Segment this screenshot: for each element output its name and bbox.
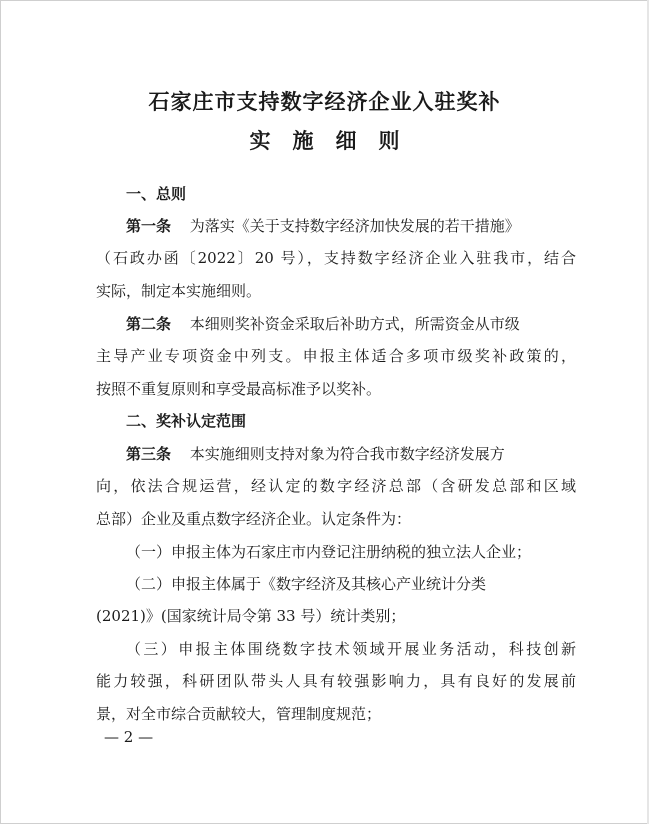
- article-2-label: 第二条: [126, 315, 172, 333]
- article-1-label: 第一条: [126, 217, 172, 235]
- article-1-line-3: 实际，制定本实施细则。: [96, 282, 262, 300]
- article-3-line-3: 总部）企业及重点数字经济企业。认定条件为：: [96, 510, 412, 528]
- page-number: — 2 —: [104, 728, 154, 746]
- condition-1: （一）申报主体为石家庄市内登记注册纳税的独立法人企业；: [126, 543, 532, 561]
- article-3-line-2: 向，依法合规运营，经认定的数字经济总部（含研发总部和区域: [96, 477, 576, 495]
- condition-2-line-1: （二）申报主体属于《数字经济及其核心产业统计分类: [126, 575, 487, 593]
- article-3-label: 第三条: [126, 445, 172, 463]
- article-1-line-1: [126, 216, 576, 236]
- document-title-line1: 石家庄市支持数字经济企业入驻奖补: [148, 89, 501, 114]
- article-1-text: 为落实《关于支持数字经济加快发展的若干措施》: [189, 217, 520, 235]
- condition-3-line-2: 能力较强，科研团队带头人具有较强影响力，具有良好的发展前: [96, 672, 576, 690]
- article-3-line-1: [126, 444, 576, 464]
- article-2-text: 本细则奖补资金采取后补助方式，所需资金从市级: [189, 315, 520, 333]
- document-title-line2: 实施细则: [249, 128, 422, 153]
- article-2-line-3: 按照不重复原则和享受最高标准予以奖补。: [96, 380, 382, 398]
- section-heading-general: 一、总则: [126, 185, 187, 203]
- article-3-text: 本实施细则支持对象为符合我市数字经济发展方: [189, 445, 505, 463]
- condition-3-line-3: 景，对全市综合贡献较大，管理制度规范；: [96, 705, 382, 723]
- condition-3-line-1: （三）申报主体围绕数字技术领域开展业务活动，科技创新: [126, 640, 576, 658]
- article-2-line-2: 主导产业专项资金中列支。申报主体适合多项市级奖补政策的，: [96, 347, 576, 365]
- article-2-line-1: [126, 314, 576, 334]
- section-heading-scope: 二、奖补认定范围: [126, 412, 247, 430]
- article-1-line-2: （石政办函〔2022〕20 号），支持数字经济企业入驻我市，结合: [96, 249, 576, 267]
- condition-2-line-2: (2021)》(国家统计局令第 33 号）统计类别；: [96, 607, 406, 625]
